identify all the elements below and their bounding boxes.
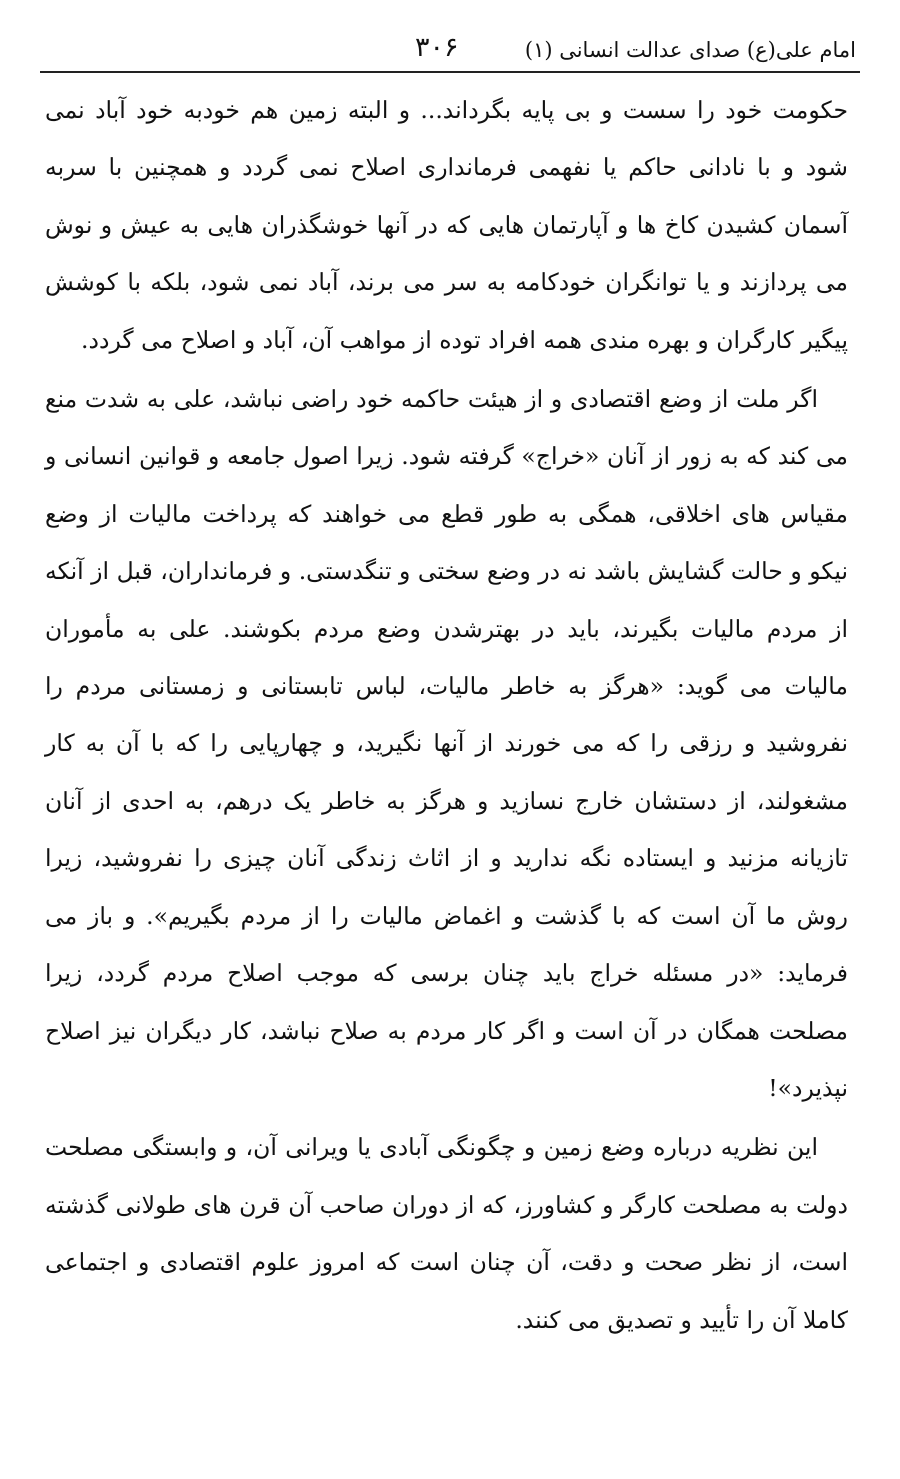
paragraph-3: این نظریه درباره وضع زمین و چگونگی آبادی یا ویرانی آن، و وابستگی مصلحت دولت به مصلحت کارگر و کشاورز، که از دوران صاحب آن قرن های طولانی گذشته است، از نظر صحت و دقت، آن چنان است که امروز علوم اقتصادی و اجتماعی کاملا آن را تأیید و تصدیق می کنند.: [45, 1133, 848, 1334]
page-number: ۳۰۶: [415, 32, 459, 63]
running-title: امام علی(ع) صدای عدالت انسانی (۱): [524, 38, 856, 62]
paragraph-1: حکومت خود را سست و بی پایه بگرداند... و البته زمین هم خودبه خود آباد نمی شود و با نادانی حاکم یا نفهمی فرمانداری اصلاح نمی گردد و همچنین با سربه آسمان کشیدن کاخ ها و آپارتمان هایی که در آنها خوشگذران هایی به عیش و نوش می پردازند و یا توانگران خودکامه به سر می برند، آباد نمی شود، بلکه با کوشش پیگیر کارگران و بهره مندی همه افراد توده از مواهب آن، آباد و اصلاح می گردد.: [45, 96, 848, 354]
page-body: [45, 82, 848, 1351]
page-header: [40, 30, 860, 72]
header-divider: [40, 71, 860, 73]
paragraph-2: اگر ملت از وضع اقتصادی و از هیئت حاکمه خود راضی نباشد، علی به شدت منع می کند که به زور از آنان «خراج» گرفته شود. زیرا اصول جامعه و قوانین انسانی و مقیاس های اخلاقی، همگی به طور قطع می خواهند که پرداخت مالیات از وضع نیکو و حالت گشایش باشد نه در وضع سختی و تنگدستی. و فرمانداران، قبل از آنکه از مردم مالیات بگیرند، باید در بهترشدن وضع مردم بکوشند. علی به مأموران مالیات می گوید: «هرگز به خاطر مالیات، لباس تابستانی و زمستانی مردم را نفروشید و رزقی را که می خورند از آنها نگیرید، و چهارپایی را که با آن به کار مشغولند، از دستشان خارج نسازید و هرگز به خاطر یک درهم، به احدی از آنان تازیانه مزنید و ایستاده نگه ندارید و از اثاث زندگی آنان چیزی را نفروشید، زیرا روش ما آن است که با گذشت و اغماض مالیات را از مردم بگیریم». و باز می فرماید: «در مسئله خراج باید چنان برسی که موجب اصلاح مردم گردد، زیرا مصلحت همگان در آن است و اگر کار مردم به صلاح نباشد، کار دیگران نیز اصلاح نپذیرد»!: [45, 385, 849, 1102]
